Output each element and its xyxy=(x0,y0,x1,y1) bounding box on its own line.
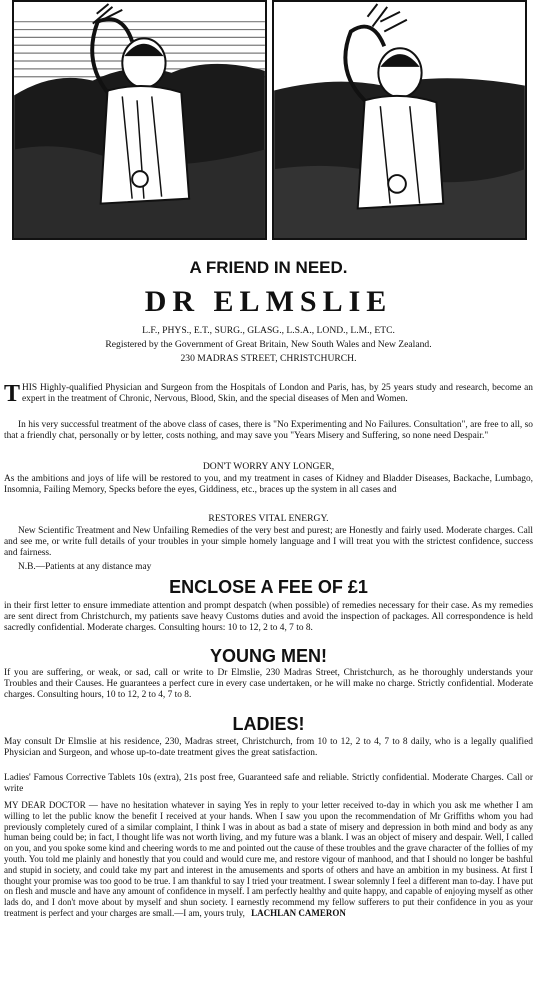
intro-paragraph xyxy=(4,383,533,405)
ladies-tablets-paragraph: Ladies' Famous Corrective Tablets 10s (extra), 21s post free, Guaranteed safe and reliable. Strictly confidential. Moderate Charges. Call or write xyxy=(4,773,533,795)
figure-after-image xyxy=(274,2,525,238)
address: 230 MADRAS STREET, CHRISTCHURCH. xyxy=(180,353,357,364)
dont-worry-heading: DON'T WORRY ANY LONGER, xyxy=(202,461,335,472)
enclose-paragraph: in their first letter to ensure immediate attention and prompt despatch (when possible) of remedies necessary for their case. As my remedies are sent direct from Christchurch, my patients save heavy Customs duties and avoid the inspection of packages. All correspondence is held sacredly confidential. Moderate charges. Consulting hours: 10 to 12, 2 to 4, 7 to 8. xyxy=(4,601,533,634)
dont-worry-paragraph: As the ambitions and joys of life will be restored to you, and my treatment in cases of Kidney and Bladder Diseases, Backache, Lumbago, Insomnia, Failing Memory, Specks before the eyes, Giddiness, etc., braces up the system in all cases and xyxy=(4,474,533,496)
doctor-name: DR ELMSLIE xyxy=(144,285,393,318)
restores-heading: RESTORES VITAL ENERGY. xyxy=(208,513,329,524)
testimonial-letter xyxy=(4,800,533,919)
credentials: L.F., PHYS., E.T., SURG., GLASG., L.S.A., LOND., L.M., ETC. xyxy=(142,325,395,336)
figure-before-image xyxy=(14,2,265,238)
ladies-paragraph: May consult Dr Elmslie at his residence, 230, Madras street, Christchurch, from 10 to 12, 2 to 4, 7 to 8 daily, who is a legally qualified Physician and Surgeon, and whose up-to-date treatment gives the great satisfaction. xyxy=(4,737,533,759)
registration: Registered by the Government of Great Britain, New South Wales and New Zealand. xyxy=(105,339,432,350)
illustration-before xyxy=(12,0,267,240)
letter-signature: LACHLAN CAMERON xyxy=(251,907,346,918)
headline: A FRIEND IN NEED. xyxy=(189,258,348,277)
letter-body: MY DEAR DOCTOR — have no hesitation whatever in saying Yes in reply to your letter received to-day in which you ask me whether I am willing to let the public know the benefit I received at your hands. When I saw you upon the recommendation of Mr Griffiths whom you had previously completely cured of a similar complaint, I think I was in about as bad a state of misery and depression in both mind and body as any human being could be; in fact, I thought life was not worth living, and my future was a blank. I was an object of misery and despair. Well, I called on you, and you spoke some kind and cheering words to me and pointed out the cause of these troubles and the grave character of the follies of my youth. You told me plainly and honestly that you could and would cure me, and restore vigour of manhood, and that I should no longer be bashful and stupid in society, and could take my part and interest in the amusements and sports of others and have an ambition in my business. At first I thought your promise was too good to be true. I am thankful to say I tried your treatment. I swear solemnly I feel a different man to-day. I have put on flesh and muscle and have any amount of confidence in myself. I am perfectly healthy and quite happy, and capable of enjoying myself as other lads do, and I don't move about by myself and shun society. I earnestly recommend my fellow sufferers to put their confidence in you as your treatment is perfect and your charges are small.—I am, yours truly, xyxy=(4,800,533,918)
nb-paragraph: N.B.—Patients at any distance may xyxy=(18,562,152,572)
intro-text: HIS Highly-qualified Physician and Surgeon from the Hospitals of London and Paris, has, by 25 years study and research, become an expert in the treatment of Chronic, Nervous, Blood, Skin, and the special diseases of Men and Women. xyxy=(22,383,533,405)
young-men-paragraph: If you are suffering, or weak, or sad, call or write to Dr Elmslie, 230 Madras Street, Christchurch, as he thoroughly understands your Troubles and their Causes. He guarantees a perfect cure in every case undertaken, or he will make no charge. Strictly confidential. Moderate charges. Consulting hours, 10 to 12, 2 to 4, 7 to 8. xyxy=(4,668,533,701)
successful-paragraph: In his very successful treatment of the above class of cases, there is "No Experimenting and No Failures. Consultation", are free to all, so that a friendly chat, personally or by letter, costs nothing, and may save you "Years Misery and Suffering, so none need Despair." xyxy=(4,420,533,442)
ladies-heading: LADIES! xyxy=(232,714,305,734)
intro-dropcap: T xyxy=(4,381,21,407)
enclose-heading: ENCLOSE A FEE OF £1 xyxy=(169,577,368,597)
illustration-after xyxy=(272,0,527,240)
restores-paragraph: New Scientific Treatment and New Unfailing Remedies of the very best and purest; are Honestly and fairly used. Moderate charges. Call and see me, or write full details of your troubles in your simple homely language and I will treat you with the strictest confidence, success and fairness. xyxy=(4,526,533,559)
young-men-heading: YOUNG MEN! xyxy=(210,646,327,666)
